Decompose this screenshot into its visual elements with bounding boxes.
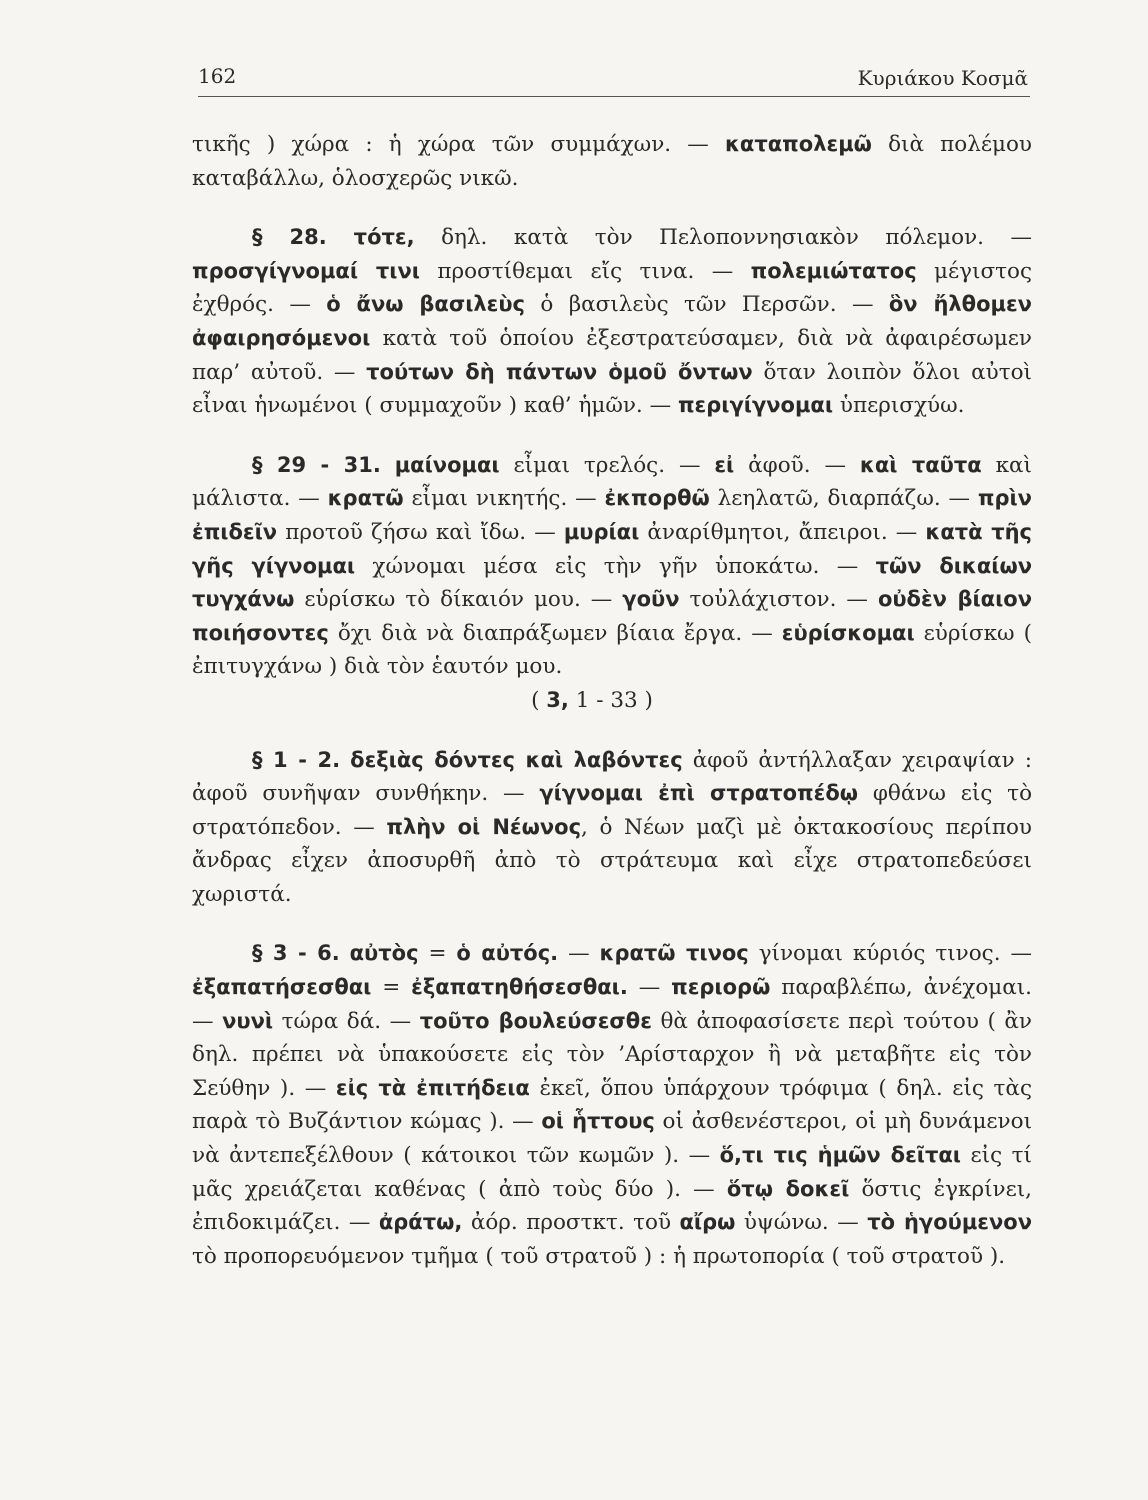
lemma: οὐδὲν βίαιον ποιήσοντες xyxy=(192,587,1032,645)
section-heading: ( 3, 1 - 33 ) xyxy=(531,687,653,713)
lemma: ὅτῳ δοκεῖ xyxy=(726,1176,850,1201)
lemma: κρατῶ τινος xyxy=(599,941,749,966)
lemma: τοῦτο βουλεύσεσθε xyxy=(419,1008,652,1033)
lemma: ὅ,τι τις ἡμῶν δεῖται xyxy=(719,1143,961,1168)
lemma: γίγνομαι ἐπὶ στρατοπέδῳ xyxy=(539,781,859,806)
lemma: ἀράτω, xyxy=(378,1210,463,1235)
section-marker: § 1 - 2. xyxy=(252,747,341,772)
lemma: ἐξαπατηθήσεσθαι. xyxy=(411,975,628,1000)
lemma: δεξιὰς δόντες καὶ λαβόντες xyxy=(350,747,683,772)
chapter-number: 3, xyxy=(546,687,569,712)
lemma: αἴρω xyxy=(679,1210,736,1235)
section-marker: § 29 - 31. xyxy=(252,452,381,477)
lemma: εὑρίσκομαι xyxy=(781,620,915,645)
page-body xyxy=(192,128,1032,1273)
lemma: κατὰ τῆς γῆς γίγνομαι xyxy=(192,519,1032,578)
lemma: τῶν δικαίων τυγχάνω xyxy=(192,553,1033,612)
lemma: εἰς τὰ ἐπιτήδεια xyxy=(335,1075,530,1100)
page-header xyxy=(198,60,1030,97)
lemma: πρὶν ἐπιδεῖν xyxy=(192,486,1032,544)
lemma: ὁ ἄνω βασιλεὺς xyxy=(326,292,525,317)
lemma: τὸ ἡγούμενον xyxy=(867,1210,1032,1235)
lemma: εἰ xyxy=(714,452,735,477)
lemma: τούτων δὴ πάντων ὁμοῦ ὄντων xyxy=(366,359,753,384)
page-number: 162 xyxy=(198,64,237,88)
paragraph-section-28: § 28. τότε, δηλ. κατὰ τὸν Πελοποννησιακὸν πόλεμον. — προσγίγνομαί τινι προστίθεμαι εἴς τινα. — πολεμιώτατος μέγιστος ἐχθρός. — ὁ ἄνω βασιλεὺς ὁ βασιλεὺς τῶν Περσῶν. — ὃν ἤλθομεν ἀφαιρησόμενοι κατὰ τοῦ ὁποίου ἐξεστρατεύσαμεν, διὰ νὰ ἀφαιρέσωμεν παρ’ αὐτοῦ. — τούτων δὴ πάντων ὁμοῦ ὄντων ὅταν λοιπὸν ὅλοι αὐτοὶ εἶναι ἡνωμένοι ( συμμαχοῦν ) καθ’ ἡμῶν. — περιγίγνομαι ὑπερισχύω. xyxy=(192,225,1032,419)
lemma: μαίνομαι xyxy=(394,452,500,477)
section-marker: § 3 - 6. xyxy=(252,941,340,966)
lemma: ἐκπορθῶ xyxy=(604,486,710,511)
section-marker: § 28. τότε, xyxy=(252,225,415,250)
paragraph-continuation: τικῆς ) χώρα : ἡ χώρα τῶν συμμάχων. — καταπολεμῶ διὰ πολέμου καταβάλλω, ὁλοσχερῶς νικῶ. xyxy=(192,132,1033,191)
lemma: ἐξαπατήσεσθαι xyxy=(192,975,372,1000)
lemma: νυνὶ xyxy=(222,1008,274,1033)
lemma: κρατῶ xyxy=(327,486,404,511)
lemma: γοῦν xyxy=(622,587,680,612)
paragraph-section-1-2: § 1 - 2. δεξιὰς δόντες καὶ λαβόντες ἀφοῦ ἀντήλλαξαν χειραψίαν : ἀφοῦ συνῆψαν συνθήκην. — γίγνομαι ἐπὶ στρατοπέδῳ φθάνω εἰς τὸ στρατόπεδον. — πλὴν οἱ Νέωνος, ὁ Νέων μαζὶ μὲ ὀκτακοσίους περίπου ἄνδρας εἶχεν ἀποσυρθῆ ἀπὸ τὸ στράτευμα καὶ εἶχε στρατοπεδεύσει χωριστά. xyxy=(192,747,1033,907)
lemma: περιορῶ xyxy=(671,975,771,1000)
paragraph-section-3-6: § 3 - 6. αὐτὸς = ὁ αὐτός. — κρατῶ τινος γίνομαι κύριός τινος. — ἐξαπατήσεσθαι = ἐξαπατηθήσεσθαι. — περιορῶ παραβλέπω, ἀνέχομαι. — νυνὶ τώρα δά. — τοῦτο βουλεύσεσθε θὰ ἀποφασίσετε περὶ τούτου ( ἂν δηλ. πρέπει νὰ ὑπακούσετε εἰς τὸν ’Αρίσταρχον ἢ νὰ μεταβῆτε εἰς τὸν Σεύθην ). — εἰς τὰ ἐπιτήδεια ἐκεῖ, ὅπου ὑπάρχουν τρόφιμα ( δηλ. εἰς τὰς παρὰ τὸ Βυζάντιον κώμας ). — οἱ ἧττους οἱ ἀσθενέστεροι, οἱ μὴ δυνάμενοι νὰ ἀντεπεξέλθουν ( κάτοικοι τῶν κωμῶν ). — ὅ,τι τις ἡμῶν δεῖται εἰς τί μᾶς χρειάζεται καθένας ( ἀπὸ τοὺς δύο ). — ὅτῳ δοκεῖ ὅστις ἐγκρίνει, ἐπιδοκιμάζει. — ἀράτω, ἀόρ. προστκτ. τοῦ αἴρω ὑψώνω. — τὸ ἡγούμενον τὸ προπορευόμενον τμῆμα ( τοῦ στρατοῦ ) : ἡ πρωτοπορία ( τοῦ στρατοῦ ). xyxy=(192,941,1033,1269)
lemma: αὐτὸς xyxy=(349,941,419,966)
lemma: πολεμιώτατος xyxy=(750,258,917,283)
paragraph-section-29-31: § 29 - 31. μαίνομαι εἶμαι τρελός. — εἰ ἀφοῦ. — καὶ ταῦτα καὶ μάλιστα. — κρατῶ εἶμαι νικητής. — ἐκπορθῶ λεηλατῶ, διαρπάζω. — πρὶν ἐπιδεῖν προτοῦ ζήσω καὶ ἴδω. — μυρίαι ἀναρίθμητοι, ἄπειροι. — κατὰ τῆς γῆς γίγνομαι χώνομαι μέσα εἰς τὴν γῆν ὑποκάτω. — τῶν δικαίων τυγχάνω εὑρίσκω τὸ δίκαιόν μου. — γοῦν τοὐλάχιστον. — οὐδὲν βίαιον ποιήσοντες ὄχι διὰ νὰ διαπράξωμεν βίαια ἔργα. — εὑρίσκομαι εὑρίσκω ( ἐπιτυγχάνω ) διὰ τὸν ἑαυτόν μου. xyxy=(192,452,1033,680)
lemma: πλὴν οἱ Νέωνος xyxy=(386,814,582,839)
lemma: περιγίγνομαι xyxy=(677,393,834,418)
lemma: προσγίγνομαί τινι xyxy=(192,258,420,283)
lemma: μυρίαι xyxy=(563,519,640,544)
lemma: ὃν ἤλθομεν ἀφαιρησόμενοι xyxy=(192,292,1032,350)
lemma: οἱ ἧττους xyxy=(541,1109,655,1134)
lemma: καὶ ταῦτα xyxy=(859,452,982,477)
lemma: καταπολεμῶ xyxy=(725,132,872,156)
running-title: Κυριάκου Κοσμᾶ xyxy=(857,66,1028,90)
lemma: ὁ αὐτός. xyxy=(456,941,559,966)
